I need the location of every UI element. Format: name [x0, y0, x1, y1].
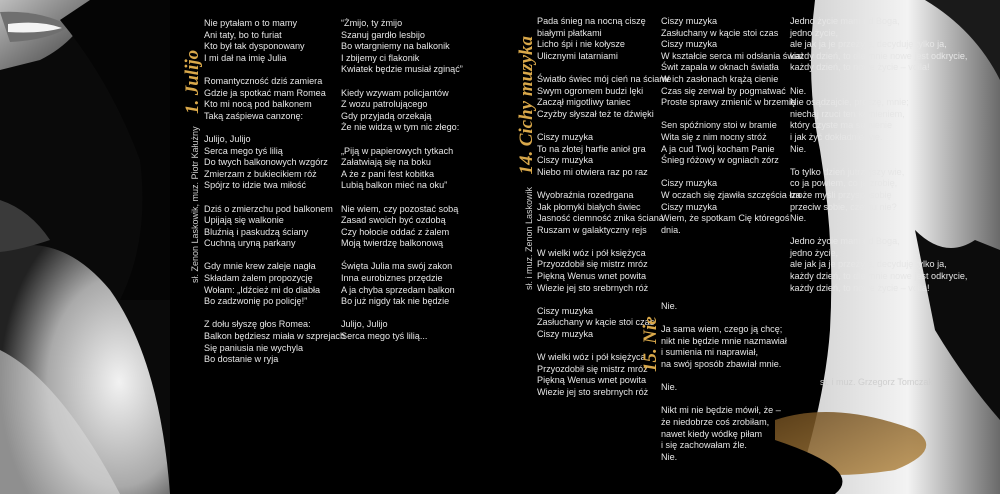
lyric-line: co ja powiem, co ja zrobię, [790, 178, 898, 189]
lyric-line: Świt zapala w oknach światła [661, 62, 779, 73]
lyric-line: ale jak ja je przeżyję, decyduję tylko ja, [790, 259, 947, 270]
lyric-line: Serca mego tyś lilią... [341, 331, 428, 342]
stanza [537, 248, 671, 294]
lyric-line: Sen spóźniony stoi w bramie [661, 120, 777, 131]
lyric-line: Święta Julia ma swój zakon [341, 261, 453, 272]
lyric-line: nawet kiedy wódkę piłam [661, 428, 763, 439]
lyric-line: Cuchną uryną parkany [204, 238, 296, 249]
stanza [661, 301, 787, 313]
lyric-line: Lubią balkon mieć na oku” [341, 180, 448, 191]
lyric-line: Ciszy muzyka [661, 16, 718, 26]
lyric-line: może myśli przysposobię [790, 189, 892, 200]
lyric-line: Że nie widzą w tym nic złego: [341, 122, 460, 133]
lyric-line: Pada śnieg na nocną ciszę [537, 16, 646, 26]
lyric-line: Jedno życie mam od Boga, [790, 236, 900, 247]
stanza [341, 261, 463, 307]
song-15-column-1 [661, 301, 787, 475]
lyric-line: i sumienia mi naprawiał, [661, 347, 759, 358]
lyric-line: Bo wtargniemy na balkonik [341, 41, 450, 52]
lyric-line: Spójrz to idzie twa miłość [204, 180, 307, 191]
song-14-column-2 [661, 16, 804, 248]
lyric-line: dnia. [661, 224, 681, 235]
song-1-column-1 [204, 18, 345, 377]
lyric-line: każdy dzień, to nowe życie – voila! [790, 62, 930, 73]
lyric-line: Ciszy muzyka [661, 201, 718, 212]
stanza [661, 178, 804, 236]
stanza [661, 16, 804, 109]
lyric-line: Z dołu słyszę głos Romea: [204, 319, 311, 330]
lyric-line: Inna eurobiznes przędzie [341, 273, 443, 284]
left-photo [0, 0, 170, 494]
lyric-line: Ja sama wiem, czego ją chcę; [661, 324, 783, 335]
lyric-line: każdy dzień, to nowe życie – voila! [790, 282, 930, 293]
stanza [537, 74, 671, 120]
song-1-credit: sł. Zenon Laskowik, muz. Piotr Kałużny [190, 126, 200, 283]
lyric-line: Nie. [661, 451, 678, 462]
lyric-line: Ruszam w galaktyczny rejs [537, 224, 647, 235]
lyric-line: Załatwiają się na boku [341, 157, 431, 168]
lyric-line: Niebo mi otwiera raz po raz [537, 166, 648, 177]
lyric-line: Nie. [661, 382, 678, 393]
song-1-heading [182, 50, 204, 283]
lyric-line: W ich zasłonach krążą cienie [661, 73, 779, 84]
lyric-line: Gdy przyjadą orzekają [341, 110, 432, 121]
lyric-line: Serca mego tyś lilią [204, 145, 283, 156]
lyric-line: Upijają się walkonie [204, 215, 284, 226]
stanza [341, 88, 463, 134]
lyric-line: Ciszy muzyka [661, 178, 718, 189]
lyric-line: Gdy mnie krew zaleje nagła [204, 261, 316, 272]
lyric-line: każdy dzień, to dla mnie nowe jest odkrycie, [790, 50, 968, 61]
lyric-line: Ani taty, bo to furiat [204, 29, 282, 40]
lyric-line: Nie. [661, 301, 678, 311]
lyric-line: Bo już nigdy tak nie będzie [341, 296, 450, 307]
song-15-heading [640, 316, 662, 372]
stanza [204, 261, 345, 307]
song-14-credit: sł. i muz. Zenon Laskowik [524, 186, 534, 290]
song-14-number: 14. [516, 150, 537, 175]
song-14-heading [516, 36, 538, 290]
lyric-line: I zbijemy ci flakonik [341, 52, 420, 63]
stanza [537, 16, 671, 62]
lyric-line: Szanuj gardło lesbijo [341, 29, 425, 40]
lyric-line: Do twych balkonowych wzgórz [204, 157, 328, 168]
lyric-line: który czyste ma sumienie [790, 120, 893, 131]
lyric-line: W oczach się zjawiła szczęścia łza [661, 189, 801, 200]
stanza [341, 146, 463, 192]
lyric-line: Wita się z nim nocny stróż [661, 131, 767, 142]
lyric-line: Nie pytałam o to mamy [204, 18, 297, 28]
stanza [204, 204, 345, 250]
lyric-line: jedno życie, [790, 27, 839, 38]
lyric-line: Nie. [790, 85, 807, 96]
song-15-credit: sł. i muz. Grzegorz Tomczak [820, 377, 933, 387]
lyric-line: i się zachowałam źle. [661, 440, 747, 451]
lyric-line: W kształcie serca mi odsłania świat [661, 50, 804, 61]
lyric-line: Ciszy muzyka [537, 131, 594, 142]
lyric-line: Światło świec mój cień na ścianie [537, 73, 672, 84]
lyric-line: Jedno życie mam od Boga, [790, 16, 900, 26]
lyric-line: Śnieg różowy w ogniach zórz [661, 155, 779, 166]
lyric-line: Julijo, Julijo [204, 133, 251, 144]
lyric-line: Wyobraźnia rozedrgana [537, 189, 634, 200]
song-15-title: Nie [640, 316, 661, 344]
lyric-line: Ulicznymi latarniami [537, 50, 618, 61]
lyric-line: każdy dzień, to dla mnie nowe jest odkrycie, [790, 271, 968, 282]
lyric-line: To tylko dzień jutrzejszy wie, [790, 166, 905, 177]
lyric-line: jedno życie, [790, 247, 839, 258]
stanza [661, 120, 804, 166]
lyric-line: Gdzie ja spotkać mam Romea [204, 87, 326, 98]
lyric-line: A ja chyba sprzedam balkon [341, 284, 455, 295]
lyric-line: Czy hołocie oddać z żalem [341, 226, 450, 237]
song-15-column-2 [790, 16, 967, 306]
stanza [790, 86, 967, 156]
lyric-line: Przyozdobił się mistrz mróz [537, 363, 648, 374]
lyric-line: Nie osądzajcie, proszę, mnie; [790, 97, 909, 108]
lyric-line: Julijo, Julijo [341, 319, 388, 330]
lyric-line: Zaczął migotliwy taniec [537, 97, 631, 108]
lyric-line: Ciszy muzyka [537, 305, 594, 316]
lyric-line: Kto mi nocą pod balkonem [204, 99, 312, 110]
song-14-title: Cichy muzyka [516, 35, 537, 147]
song-1-number: 1. [182, 99, 203, 114]
lyric-line: Się paniusia nie wychyla [204, 342, 304, 353]
portrait-left-image [0, 0, 170, 494]
lyric-line: że niedobrze coś zrobiłam, [661, 416, 770, 427]
song-1-title: Julijo [182, 49, 203, 96]
lyric-line: „Piją w papierowych tytkach [341, 145, 454, 156]
lyric-line: Piękną Wenus wnet powita [537, 375, 647, 386]
lyric-line: Wołam: „Idźcież mi do diabła [204, 284, 321, 295]
lyric-line: Kwiatek będzie musiał zginąć” [341, 64, 463, 75]
stanza [790, 167, 967, 225]
lyric-line: Ciszy muzyka [537, 329, 594, 340]
lyric-line: Proste sprawy zmienić w brzemię [661, 97, 796, 108]
lyric-line: To na złotej harfie anioł gra [537, 143, 646, 154]
lyric-line: Ciszy muzyka [661, 39, 718, 50]
stanza [790, 16, 967, 74]
lyric-line: Kto był tak dysponowany [204, 41, 305, 52]
lyric-line: A że z pani fest kobitka [341, 168, 435, 179]
stanza [537, 190, 671, 236]
lyric-line: Swym ogromem budzi lęki [537, 85, 644, 96]
lyric-line: białymi płatkami [537, 27, 602, 38]
lyric-line: Zasłuchany w kącie stoi czas [537, 317, 655, 328]
stanza [204, 134, 345, 192]
lyric-line: Przyozdobił się mistrz mróz [537, 259, 648, 270]
lyric-line: Moją twierdzę balkonową [341, 238, 444, 249]
lyric-line: nikt nie będzie mnie nazmawiał [661, 335, 787, 346]
stanza [790, 236, 967, 294]
lyric-line: Nie. [790, 143, 807, 154]
song-1-column-2 [341, 18, 463, 354]
lyric-line: Nikt mi nie będzie mówił, że – [661, 405, 781, 416]
lyric-line: Nie. [790, 213, 807, 224]
lyric-line: Ciszy muzyka [537, 155, 594, 166]
lyric-line: Nie wiem, czy pozostać sobą [341, 203, 459, 214]
lyric-line: ale jak ja je przeżyję, decyduję tylko ja, [790, 39, 947, 50]
lyric-line: Bluźnią i paskudzą ściany [204, 226, 309, 237]
lyric-line: Z wozu patrolującego [341, 99, 428, 110]
stanza [204, 18, 345, 64]
stanza [661, 382, 787, 394]
lyric-line: Jak płomyki białych świec [537, 201, 641, 212]
lyric-line: Dziś o zmierzchu pod balkonem [204, 203, 333, 214]
lyric-line: i jak żyć dokładnie wie. [790, 131, 883, 142]
lyric-line: W wielki wóz i pół księżyca [537, 352, 646, 363]
lyric-line: Kiedy wzywam policjantów [341, 87, 449, 98]
lyric-line: Wiem, że spotkam Cię któregoś [661, 213, 790, 224]
lyric-line: I mi dał na imię Julia [204, 52, 287, 63]
stanza [537, 132, 671, 178]
lyric-line: Taką zaśpiewa canzonę: [204, 110, 304, 121]
stanza [661, 324, 787, 370]
stanza [341, 204, 463, 250]
lyric-line: Balkon będziesz miała w szprejach [204, 331, 346, 342]
stanza [204, 319, 345, 365]
stanza [341, 319, 463, 342]
lyric-line: Składam żalem propozycję [204, 273, 313, 284]
stanza [341, 18, 463, 76]
lyric-line: “Żmijo, ty żmijo [341, 18, 403, 28]
lyric-line: Romantyczność dziś zamiera [204, 75, 323, 86]
lyric-line: Zasad swoich być ozdobą [341, 215, 446, 226]
lyric-line: Czyżby słyszał też te dźwięki [537, 108, 654, 119]
lyric-line: Czas się zerwał by pogmatwać [661, 85, 786, 96]
lyric-line: na swój sposób zbawiał mnie. [661, 358, 782, 369]
lyric-line: Jasność ciemność znika ściana [537, 213, 664, 224]
stanza [661, 405, 787, 463]
lyric-line: Licho śpi i nie kołysze [537, 39, 625, 50]
lyric-line: Zmierzam z bukiecikiem róż [204, 168, 317, 179]
lyric-line: W wielki wóz i pół księżyca [537, 247, 646, 258]
lyric-line: A ja cud Twój kocham Panie [661, 143, 775, 154]
lyric-line: Bo zadzwonię po policję!” [204, 296, 308, 307]
lyric-line: Piękną Wenus wnet powita [537, 271, 647, 282]
stanza [204, 76, 345, 122]
lyric-line: przeciw sobie, czemu nie? [790, 201, 897, 212]
lyric-line: Wiezie jej sto srebrnych róż [537, 282, 649, 293]
lyric-line: Wiezie jej sto srebrnych róż [537, 387, 649, 397]
lyric-line: Zasłuchany w kącie stoi czas [661, 27, 779, 38]
lyric-line: niechaj rzuci ten kamieniem, [790, 108, 905, 119]
lyric-line: Bo dostanie w ryja [204, 354, 279, 365]
song-15-number: 15. [640, 348, 661, 372]
